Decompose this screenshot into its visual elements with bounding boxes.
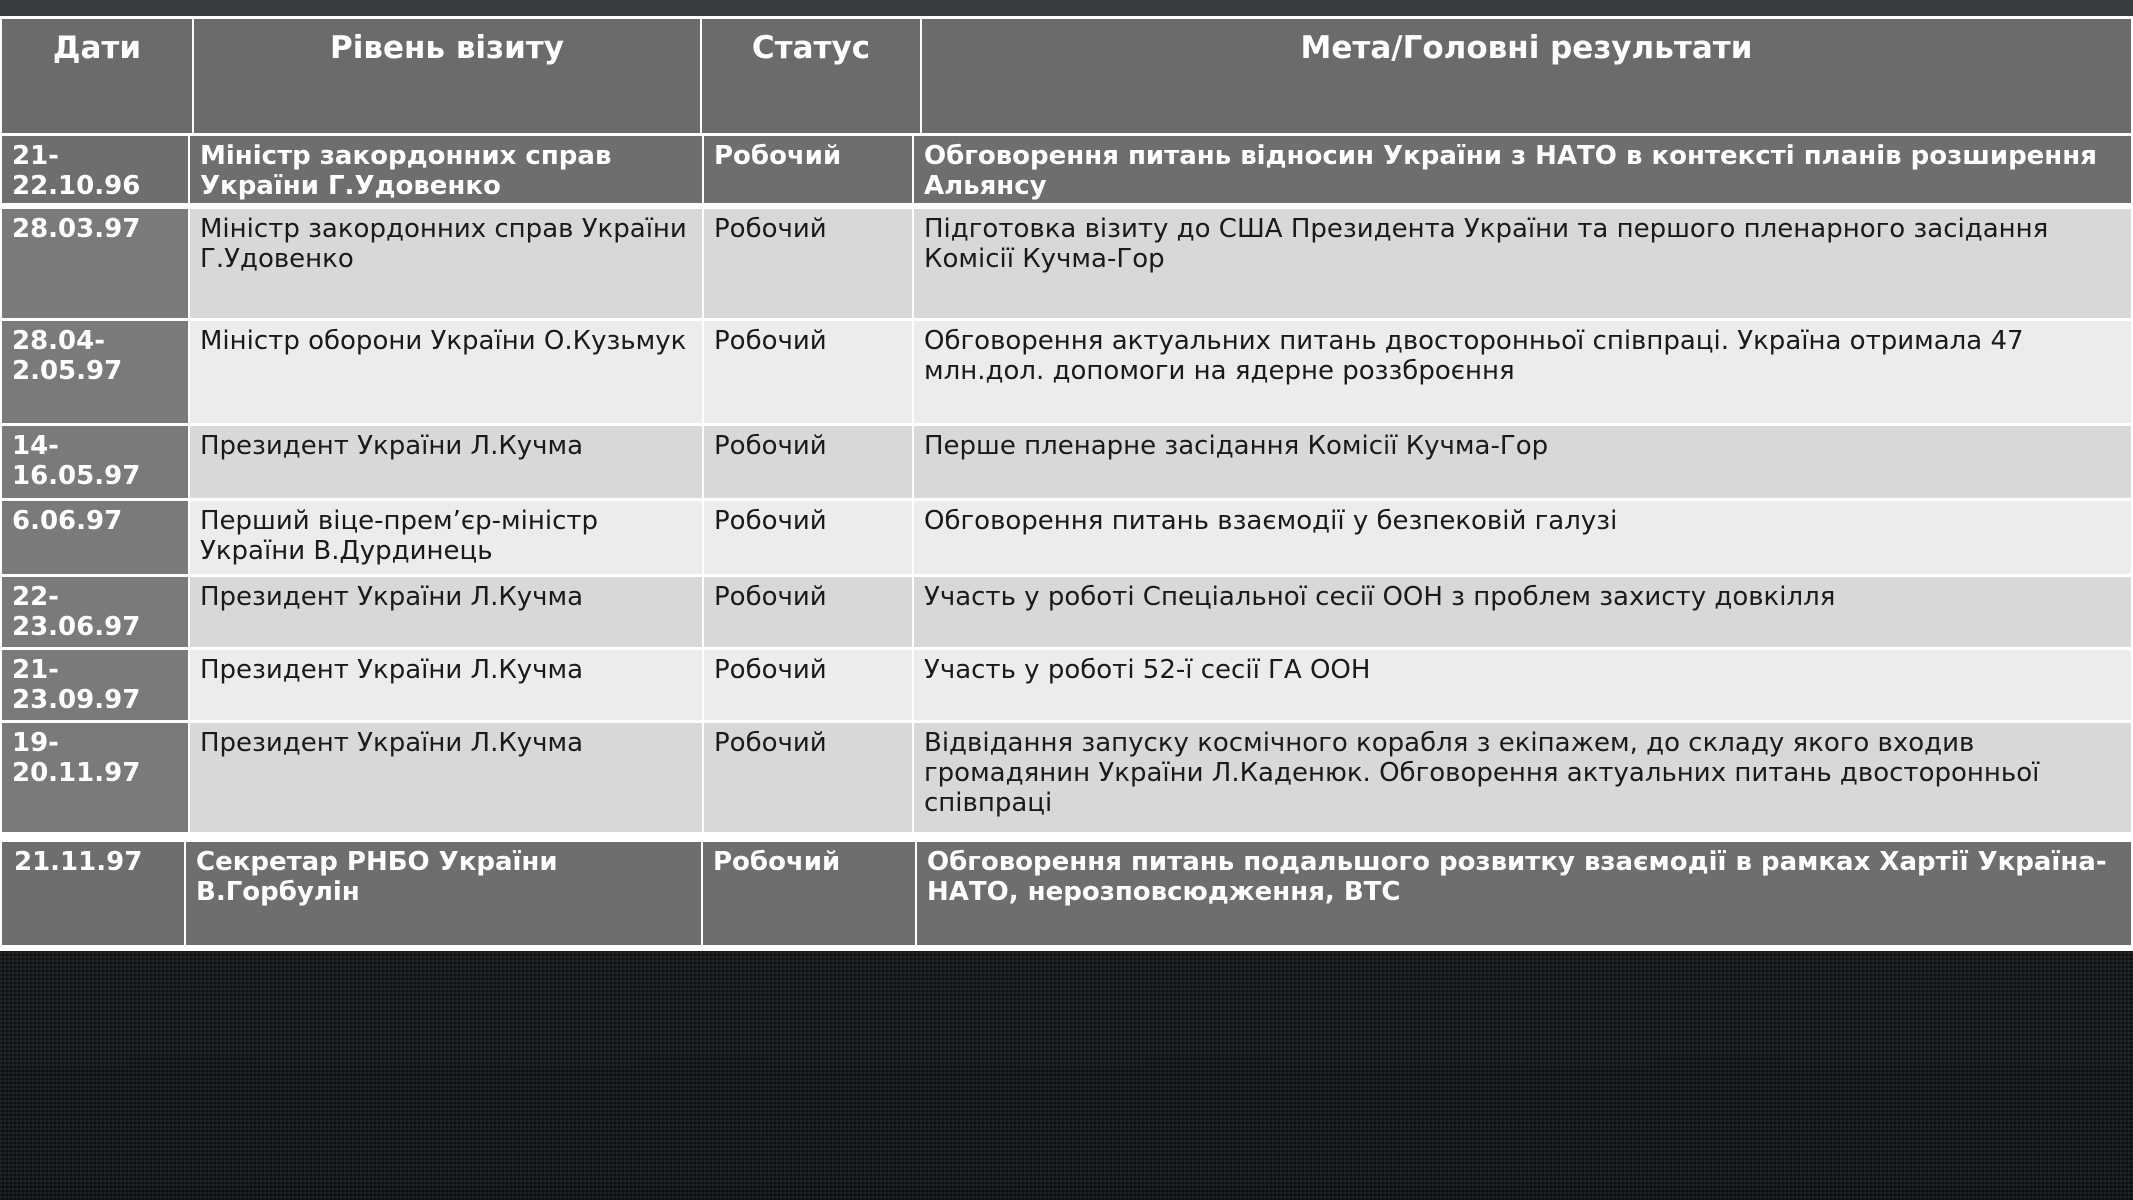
table-row bbox=[0, 650, 2133, 720]
cell-date: 14-16.05.97 bbox=[2, 426, 188, 498]
table-row bbox=[0, 321, 2133, 423]
table-row bbox=[0, 209, 2133, 318]
cell-visit-level: Президент України Л.Кучма bbox=[190, 650, 702, 720]
cell-results: Відвідання запуску космічного корабля з екіпажем, до складу якого входив громадянин України Л.Каденюк. Обговорення актуальних питань двосторонньої співпраці bbox=[914, 723, 2131, 832]
cell-results: Підготовка візиту до США Президента України та першого пленарного засідання Комісії Кучма-Гор bbox=[914, 209, 2131, 318]
cell-visit-level: Міністр оборони України О.Кузьмук bbox=[190, 321, 702, 423]
cell-results: Участь у роботі Спеціальної сесії ООН з проблем захисту довкілля bbox=[914, 577, 2131, 647]
table-row bbox=[0, 723, 2133, 832]
cell-status: Робочий bbox=[704, 209, 912, 318]
cell-date: 22-23.06.97 bbox=[2, 577, 188, 647]
table-row bbox=[0, 426, 2133, 498]
cell-results: Обговорення актуальних питань двосторонньої співпраці. Україна отримала 47 млн.дол. допомоги на ядерне роззброєння bbox=[914, 321, 2131, 423]
cell-date: 21.11.97 bbox=[2, 842, 184, 945]
slide-top-strip bbox=[0, 0, 2133, 16]
cell-status: Робочий bbox=[704, 426, 912, 498]
header-visit-level: Рівень візиту bbox=[194, 19, 700, 133]
table-row bbox=[0, 577, 2133, 647]
cell-status: Робочий bbox=[704, 321, 912, 423]
cell-visit-level: Президент України Л.Кучма bbox=[190, 426, 702, 498]
cell-visit-level: Міністр закордонних справ України Г.Удовенко bbox=[190, 136, 702, 203]
cell-status: Робочий bbox=[704, 577, 912, 647]
cell-results: Перше пленарне засідання Комісії Кучма-Гор bbox=[914, 426, 2131, 498]
cell-date: 21-22.10.96 bbox=[2, 136, 188, 203]
cell-status: Робочий bbox=[704, 501, 912, 574]
cell-status: Робочий bbox=[704, 136, 912, 203]
cell-results: Обговорення питань взаємодії у безпековій галузі bbox=[914, 501, 2131, 574]
table-row bbox=[0, 136, 2133, 203]
cell-visit-level: Міністр закордонних справ України Г.Удовенко bbox=[190, 209, 702, 318]
cell-visit-level: Президент України Л.Кучма bbox=[190, 577, 702, 647]
cell-visit-level: Перший віце-прем’єр-міністр України В.Дурдинець bbox=[190, 501, 702, 574]
header-dates: Дати bbox=[2, 19, 192, 133]
cell-status: Робочий bbox=[704, 650, 912, 720]
cell-status: Робочий bbox=[704, 723, 912, 832]
cell-results: Обговорення питань подальшого розвитку взаємодії в рамках Хартії Україна-НАТО, нерозповсюдження, ВТС bbox=[917, 842, 2131, 945]
cell-date: 6.06.97 bbox=[2, 501, 188, 574]
cell-date: 28.03.97 bbox=[2, 209, 188, 318]
cell-results: Обговорення питань відносин України з НАТО в контексті планів розширення Альянсу bbox=[914, 136, 2131, 203]
header-results: Мета/Головні результати bbox=[922, 19, 2131, 133]
cell-date: 21-23.09.97 bbox=[2, 650, 188, 720]
visits-table bbox=[0, 16, 2133, 951]
cell-date: 28.04-2.05.97 bbox=[2, 321, 188, 423]
table-row bbox=[0, 842, 2133, 945]
cell-visit-level: Секретар РНБО України В.Горбулін bbox=[186, 842, 701, 945]
table-header-row bbox=[0, 19, 2133, 133]
cell-date: 19-20.11.97 bbox=[2, 723, 188, 832]
cell-results: Участь у роботі 52-ї сесії ГА ООН bbox=[914, 650, 2131, 720]
table-row bbox=[0, 501, 2133, 574]
cell-status: Робочий bbox=[703, 842, 915, 945]
cell-visit-level: Президент України Л.Кучма bbox=[190, 723, 702, 832]
header-status: Статус bbox=[702, 19, 920, 133]
